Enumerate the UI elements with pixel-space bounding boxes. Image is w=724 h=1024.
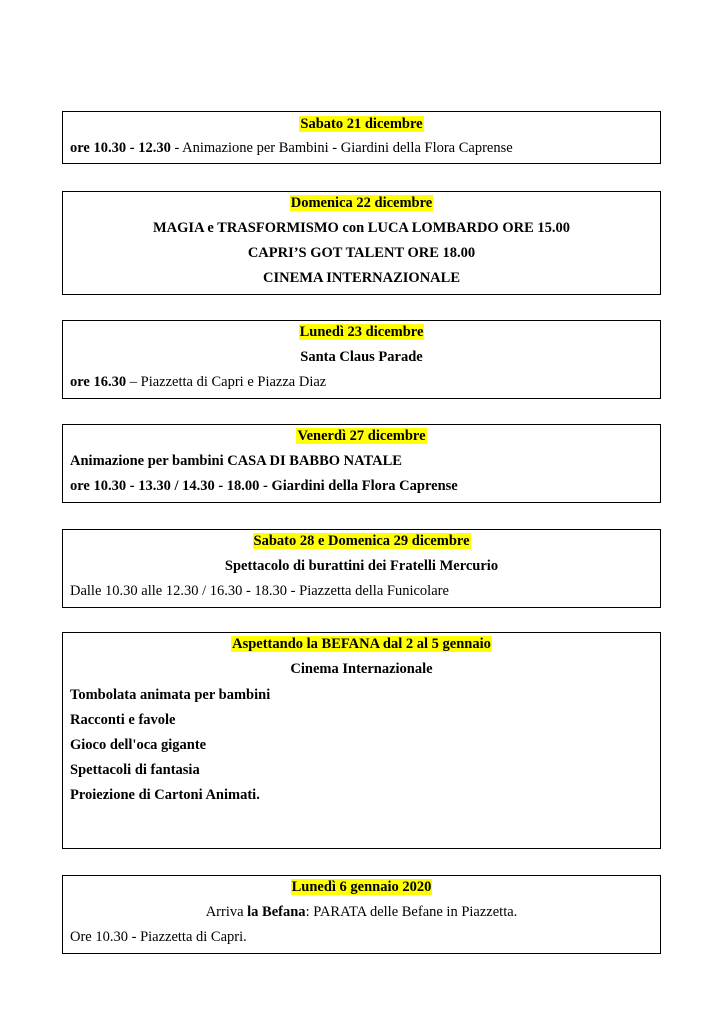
list-item: Spettacoli di fantasia	[70, 762, 200, 778]
event-title: Santa Claus Parade	[300, 349, 423, 365]
event-date-row	[63, 193, 660, 213]
event-date-row	[63, 634, 660, 654]
event-detail	[63, 138, 660, 158]
event-box-sabato-28	[62, 529, 661, 608]
event-title	[63, 902, 660, 922]
event-line-capris-got-talent: CAPRI’S GOT TALENT ORE 18.00	[247, 245, 476, 261]
event-date-row	[63, 114, 660, 134]
event-description: - Animazione per Bambini - Giardini della Flora Caprense	[170, 140, 513, 156]
event-title-post: : PARATA delle Befane in Piazzetta.	[305, 904, 518, 920]
event-box-lunedi-6-gennaio	[62, 875, 661, 954]
event-date: Sabato 21 dicembre	[300, 116, 423, 132]
event-date: Venerdì 27 dicembre	[297, 428, 426, 444]
event-date: Sabato 28 e Domenica 29 dicembre	[253, 533, 470, 549]
event-date-row	[63, 322, 660, 342]
event-box-sabato-21	[62, 111, 661, 164]
list-item: Proiezione di Cartoni Animati.	[70, 787, 260, 803]
event-time: ore 16.30	[70, 374, 127, 390]
event-time: ore 10.30 - 12.30	[70, 140, 171, 156]
event-line-magia: MAGIA e TRASFORMISMO con LUCA LOMBARDO ORE 15.00	[152, 220, 571, 236]
event-title-pre: Arriva	[205, 904, 248, 920]
event-title: Animazione per bambini CASA DI BABBO NATALE	[70, 453, 402, 469]
event-box-domenica-22	[62, 191, 661, 295]
event-title: Spettacolo di burattini dei Fratelli Mercurio	[224, 558, 499, 574]
event-detail: Ore 10.30 - Piazzetta di Capri.	[70, 929, 247, 945]
event-title: Cinema Internazionale	[290, 661, 433, 677]
event-box-lunedi-23	[62, 320, 661, 399]
list-item: Gioco dell'oca gigante	[70, 737, 207, 753]
event-description: – Piazzetta di Capri e Piazza Diaz	[126, 374, 327, 390]
event-date: Domenica 22 dicembre	[290, 195, 433, 211]
event-date: Aspettando la BEFANA dal 2 al 5 gennaio	[232, 636, 491, 652]
event-title-bold: la Befana	[247, 904, 306, 920]
event-date-row	[63, 426, 660, 446]
event-date-row	[63, 531, 660, 551]
list-item: Racconti e favole	[70, 712, 176, 728]
event-detail	[63, 372, 660, 392]
event-date-row	[63, 877, 660, 897]
event-box-befana	[62, 632, 661, 849]
event-date: Lunedì 6 gennaio 2020	[291, 879, 432, 895]
event-date: Lunedì 23 dicembre	[299, 324, 424, 340]
event-detail: Dalle 10.30 alle 12.30 / 16.30 - 18.30 - Piazzetta della Funicolare	[70, 583, 449, 599]
list-item: Tombolata animata per bambini	[70, 687, 271, 703]
event-detail: ore 10.30 - 13.30 / 14.30 - 18.00 - Giardini della Flora Caprense	[70, 478, 458, 494]
event-box-venerdi-27	[62, 424, 661, 503]
event-line-cinema: CINEMA INTERNAZIONALE	[263, 270, 460, 286]
